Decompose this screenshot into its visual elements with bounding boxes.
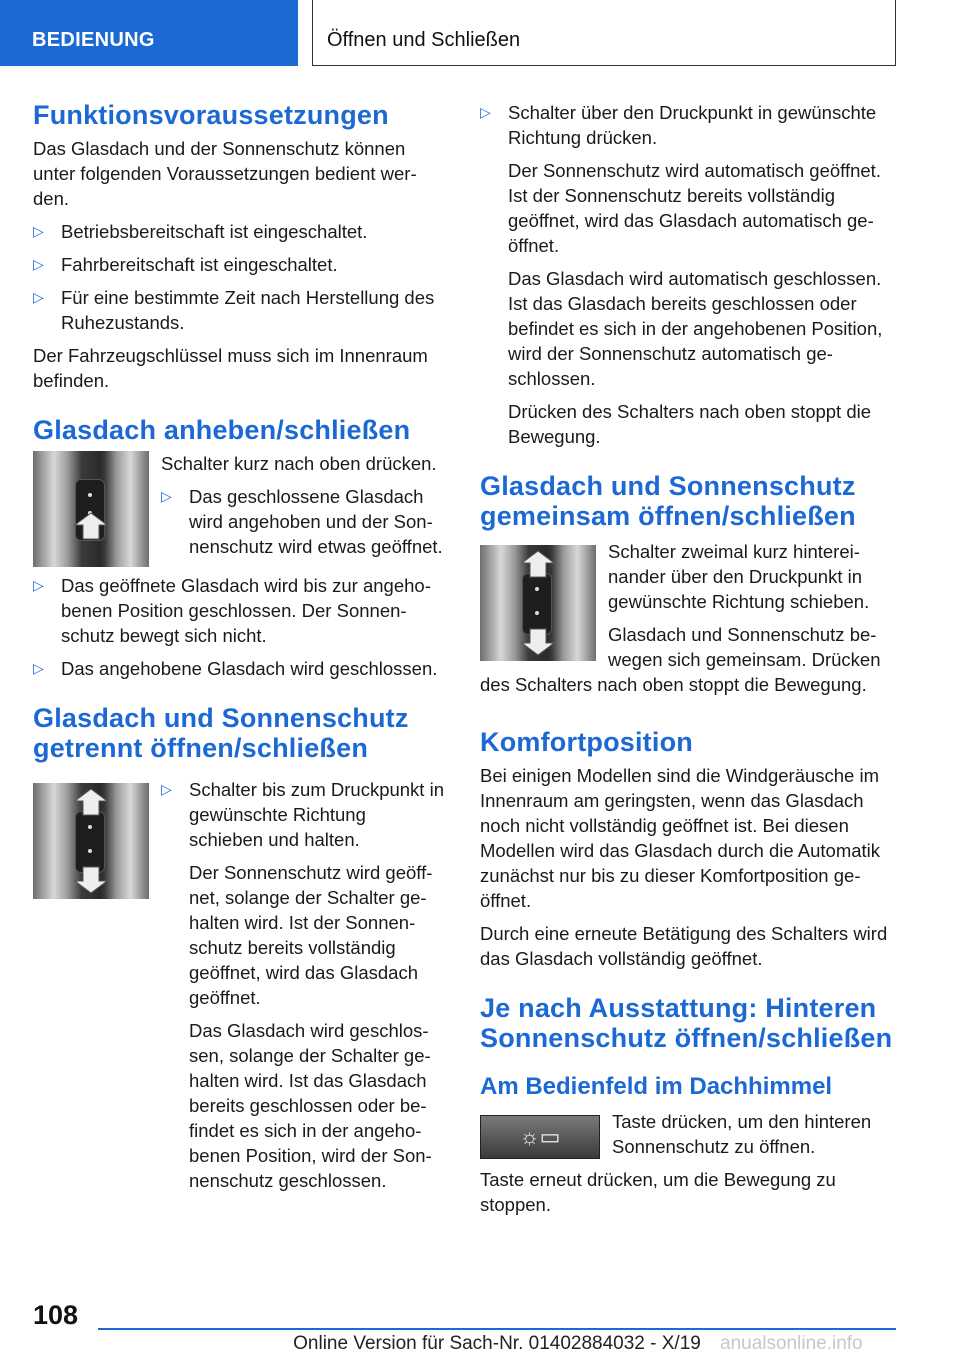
page-header-title: Öffnen und Schließen [312,0,896,66]
section-tab: BEDIENUNG [0,0,298,66]
bullet-list [161,777,445,852]
triangle-right-icon: ▷ [480,104,491,120]
paragraph: Das Glasdach und der Sonnenschutz können unter folgenden Voraussetzungen bedient werden. [33,138,417,209]
roof-switch-image [33,783,149,899]
arrow-up-icon [73,787,109,817]
bullet-list [161,484,445,559]
heading-hinteren-sonnenschutz: Je nach Ausstattung: Hinteren Sonnenschutz öffnen/schließen [480,993,893,1053]
heading-glasdach-anheben: Glasdach anheben/schließen [33,415,411,445]
footer-divider [98,1328,896,1330]
paragraph: Bei einigen Modellen sind die Windgeräusche im Innenraum am geringsten, wenn das Glasdach noch nicht vollständig geöffnet ist. Bei diesen Modellen wird das Glasdach durch die Automatik zunächst nur bis zu dieser Komfortposition geöffnet. [480,765,881,911]
triangle-right-icon: ▷ [33,223,44,239]
triangle-right-icon: ▷ [161,488,172,504]
bullet-list [33,573,445,681]
paragraph: Durch eine erneute Betätigung des Schalters wird das Glasdach vollständig geöffnet. [480,923,888,969]
list-item: ▷ Das geöffnete Glasdach wird bis zur angehobenen Position geschlossen. Der Sonnenschutz bewegt sich nicht. [33,575,431,646]
triangle-right-icon: ▷ [33,289,44,305]
paragraph: Glasdach und Sonnenschutz bewegen sich gemeinsam. Drücken des Schalters nach oben stoppt die Bewegung. [480,624,881,695]
list-item: ▷ Schalter bis zum Druckpunkt in gewünschte Richtung schieben und halten. [161,779,444,850]
paragraph: Schalter zweimal kurz hintereinander über den Druckpunkt in gewünschte Richtung schieben. [608,541,870,612]
list-item: ▷ Für eine bestimmte Zeit nach Herstellung des Ruhezustands. [33,287,435,333]
list-item: ▷ Schalter über den Druckpunkt in gewünschte Richtung drücken. [480,102,877,148]
paragraph: Der Fahrzeugschlüssel muss sich im Innenraum befinden. [33,345,428,391]
arrow-up-icon [520,549,556,579]
triangle-right-icon: ▷ [161,781,172,797]
paragraph: Der Sonnenschutz wird geöffnet, solange der Schalter gehalten wird. Ist der Sonnenschutz bereits vollständig geöffnet, wird das Glasdach geöffnet. [189,862,433,1008]
arrow-up-icon [73,511,109,541]
paragraph: Der Sonnenschutz wird automatisch geöffnet. Ist der Sonnenschutz bereits vollständig geöffnet, wird das Glasdach automatisch geöffnet. [508,160,881,256]
right-column [480,100,896,1225]
left-column [33,100,445,1201]
paragraph: Drücken des Schalters nach oben stoppt die Bewegung. [508,401,872,447]
heading-getrennt: Glasdach und Sonnenschutz getrennt öffnen/schließen [33,703,409,763]
bullet-list [33,219,445,335]
watermark: anualsonline.info [720,1333,863,1354]
sunblind-icon: ☼▭ [519,1124,561,1149]
bullet-list [480,100,896,150]
footer-text: Online Version für Sach-Nr. 01402884032 - X/19 [293,1333,701,1354]
list-item: ▷ Fahrbereitschaft ist eingeschaltet. [33,254,338,275]
triangle-right-icon: ▷ [33,577,44,593]
page-number: 108 [33,1300,79,1330]
paragraph: Das Glasdach wird automatisch geschlossen. Ist das Glasdach bereits geschlossen oder befindet es sich in der angehobenen Position, wird der Sonnenschutz automatisch geschlossen. [508,268,883,389]
list-item: ▷ Das geschlossene Glasdach wird angehoben und der Sonnenschutz wird etwas geöffnet. [161,486,443,557]
arrow-down-icon [73,865,109,895]
arrow-down-icon [520,627,556,657]
heading-komfortposition: Komfortposition [480,727,693,757]
list-item: ▷ Betriebsbereitschaft ist eingeschaltet. [33,221,368,242]
paragraph: Taste erneut drücken, um die Bewegung zu stoppen. [480,1169,836,1215]
triangle-right-icon: ▷ [33,256,44,272]
paragraph: Schalter kurz nach oben drücken. [161,453,437,474]
roof-switch-image [480,545,596,661]
roof-switch-image [33,451,149,567]
triangle-right-icon: ▷ [33,660,44,676]
heading-funktionsvoraussetzungen: Funktionsvoraussetzungen [33,100,389,130]
list-item: ▷ Das angehobene Glasdach wird geschlossen. [33,658,438,679]
subheading-bedienfeld: Am Bedienfeld im Dachhimmel [480,1073,833,1100]
paragraph: Das Glasdach wird geschlossen, solange der Schalter gehalten wird. Ist das Glasdach bereits geschlossen oder befindet es sich in der angehobenen Position, wird der Sonnenschutz geschlossen. [189,1020,432,1191]
paragraph: Taste drücken, um den hinteren Sonnenschutz zu öffnen. [612,1111,872,1157]
sunblind-button-image [480,1115,600,1159]
heading-gemeinsam: Glasdach und Sonnenschutz gemeinsam öffnen/schließen [480,471,856,531]
